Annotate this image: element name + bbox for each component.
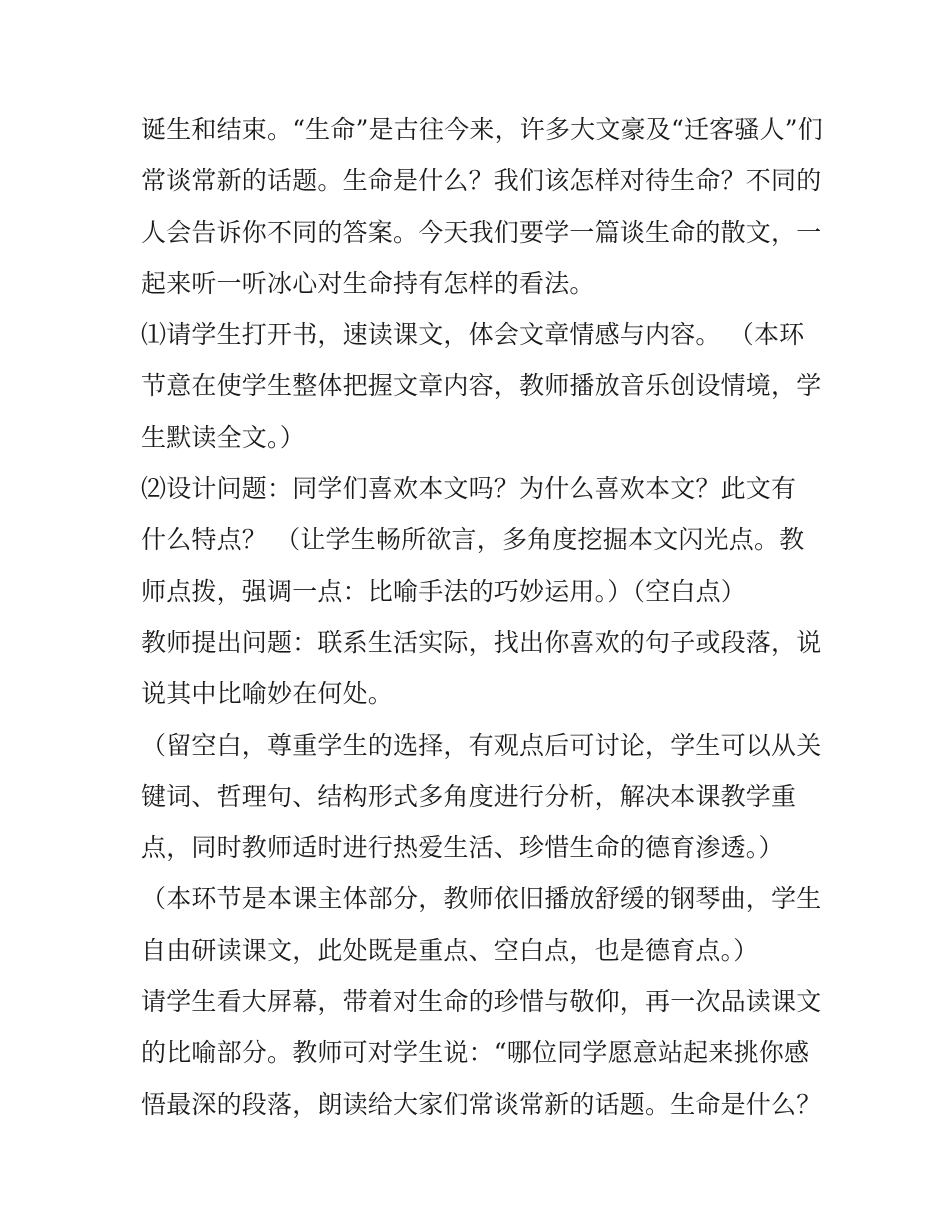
text-line: 请学生看大屏幕，带着对生命的珍惜与敬仰，再一次品读课文: [141, 987, 822, 1017]
text-line: ⑴请学生打开书，速读课文，体会文章情感与内容。 （本环: [141, 320, 805, 350]
text-line: 诞生和结束。“生命”是古往今来，许多大文豪及“迁客骚人”们: [141, 115, 823, 144]
text-line: 起来听一听冰心对生命持有怎样的看法。: [141, 268, 595, 298]
text-line: （本环节是本课主体部分，教师依旧播放舒缓的钢琴曲，学生: [141, 884, 822, 914]
text-line: 点，同时教师适时进行热爱生活、珍惜生命的德育渗透。）: [141, 833, 784, 863]
text-line: 自由研读课文，此处既是重点、空白点，也是德育点。）: [141, 935, 759, 965]
text-line: 教师提出问题：联系生活实际，找出你喜欢的句子或段落，说: [141, 627, 822, 657]
text-line: 常谈常新的话题。生命是什么？我们该怎样对待生命？不同的: [141, 166, 822, 196]
text-line: （留空白，尊重学生的选择，有观点后可讨论，学生可以从关: [141, 730, 822, 760]
text-line: 悟最深的段落，朗读给大家们常谈常新的话题。生命是什么？: [141, 1089, 822, 1119]
text-line: 的比喻部分。教师可对学生说：“哪位同学愿意站起来挑你感: [141, 1038, 810, 1068]
text-line: 生默读全文。）: [141, 422, 305, 452]
text-line: 师点拨，强调一点：比喻手法的巧妙运用。）（空白点）: [141, 576, 747, 606]
text-line: 说其中比喻妙在何处。: [141, 679, 394, 709]
text-line: 人会告诉你不同的答案。今天我们要学一篇谈生命的散文，一: [141, 217, 822, 247]
text-line: 键词、哲理句、结构形式多角度进行分析，解决本课教学重: [141, 781, 797, 811]
body-text: [141, 104, 821, 1130]
text-line: 什么特点？ （让学生畅所欲言，多角度挖掘本文闪光点。教: [141, 525, 805, 555]
text-line: ⑵设计问题：同学们喜欢本文吗？为什么喜欢本文？此文有: [141, 474, 797, 504]
text-line: 节意在使学生整体把握文章内容，教师播放音乐创设情境，学: [141, 371, 822, 401]
